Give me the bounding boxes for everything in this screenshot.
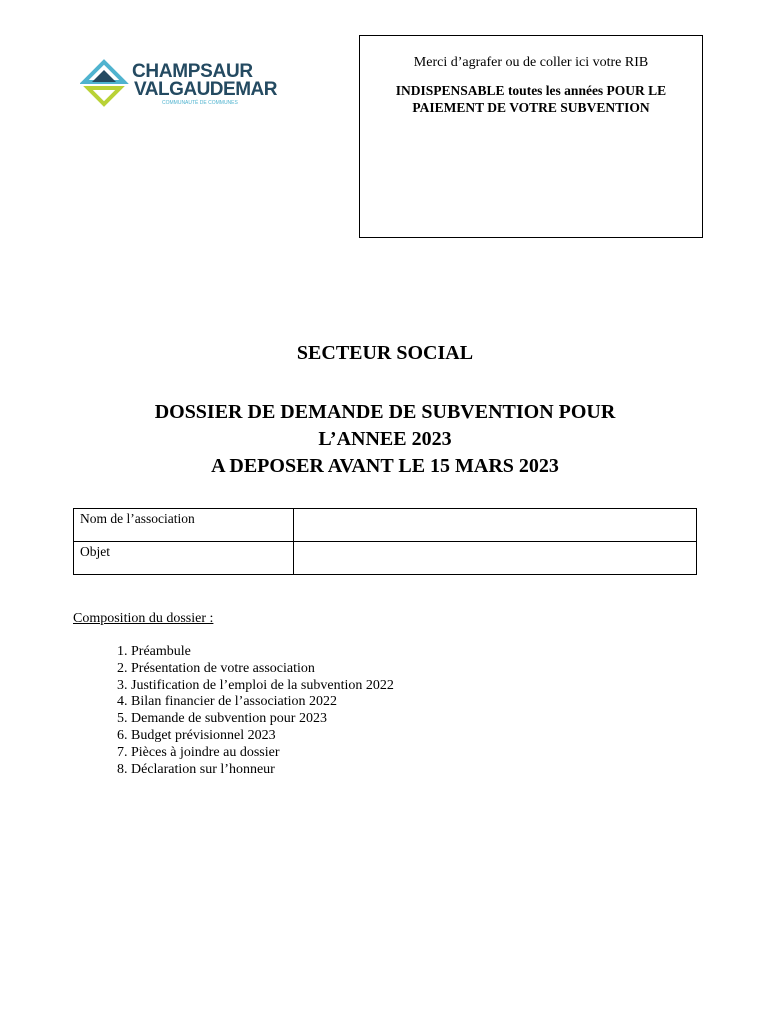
association-name-field[interactable] [294, 509, 697, 542]
dossier-title-line2: L’ANNEE 2023 [318, 428, 452, 450]
logo [80, 58, 280, 110]
list-item: 1. Préambule [117, 644, 191, 659]
composition-title: Composition du dossier : [73, 611, 214, 626]
logo-mountain-icon [80, 58, 132, 108]
association-name-label: Nom de l’association [74, 509, 294, 542]
logo-text-line2: VALGAUDEMAR [134, 79, 277, 100]
rib-attachment-box [359, 35, 703, 238]
table-row [74, 509, 697, 542]
list-item: 6. Budget prévisionnel 2023 [117, 727, 276, 743]
list-item: 2. Présentation de votre association [117, 660, 315, 676]
logo-text-line3: COMMUNAUTÉ DE COMMUNES [162, 100, 238, 106]
list-item: 7. Pièces à joindre au dossier [117, 744, 280, 760]
association-info-table [73, 508, 697, 575]
list-item: 5. Demande de subvention pour 2023 [117, 711, 327, 727]
list-item: 8. Déclaration sur l’honneur [117, 761, 275, 777]
dossier-title-line3: A DEPOSER AVANT LE 15 MARS 2023 [211, 455, 559, 477]
object-field[interactable] [294, 542, 697, 575]
table-row [74, 542, 697, 575]
logo-text-line1: CHAMPSAUR [132, 61, 253, 82]
list-item: 4. Bilan financier de l’association 2022 [117, 694, 338, 710]
dossier-title-line1: DOSSIER DE DEMANDE DE SUBVENTION POUR [154, 401, 616, 423]
dossier-title [0, 399, 770, 480]
rib-instruction: Merci d’agrafer ou de coller ici votre RIB [413, 55, 649, 70]
object-label: Objet [74, 542, 294, 575]
composition-list [117, 644, 394, 778]
sector-title: SECTEUR SOCIAL [296, 342, 474, 364]
rib-warning: INDISPENSABLE toutes les années POUR LE PAIEMENT DE VOTRE SUBVENTION [395, 83, 667, 115]
list-item: 3. Justification de l’emploi de la subvention 2022 [117, 677, 394, 693]
